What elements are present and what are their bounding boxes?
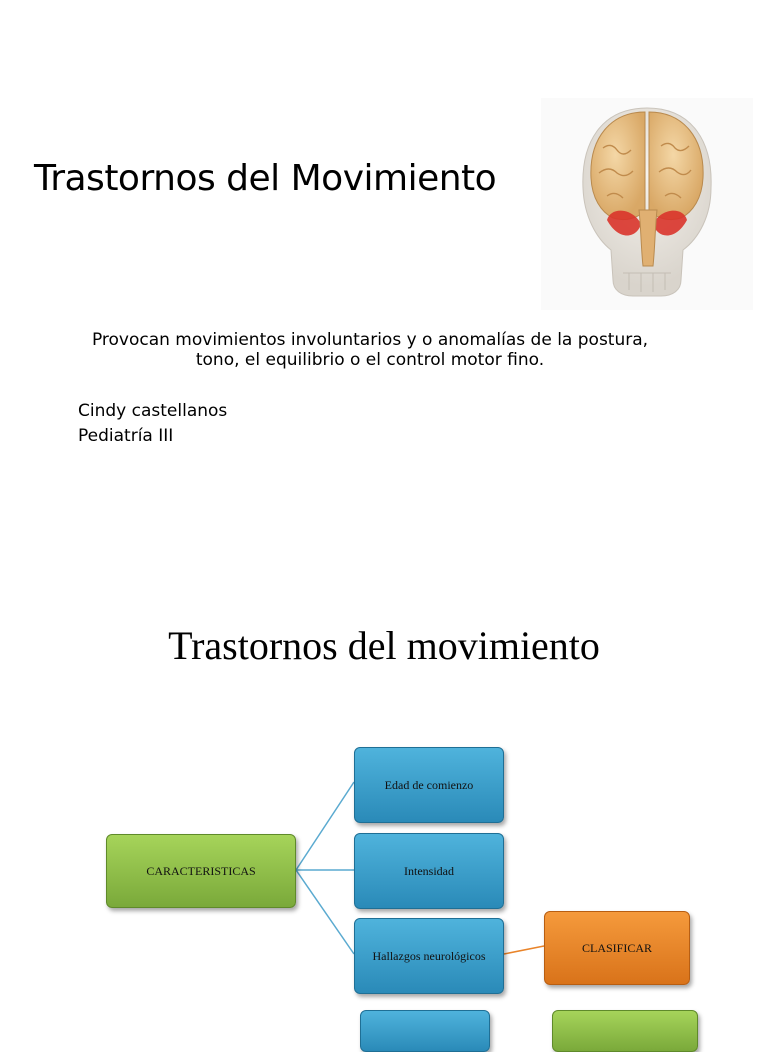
root-node-label: CARACTERISTICAS bbox=[146, 863, 256, 878]
node-partial-green bbox=[552, 1010, 698, 1052]
node-label: Intensidad bbox=[404, 863, 454, 878]
slide-title: Trastornos del Movimiento bbox=[34, 158, 497, 199]
slide-subtitle bbox=[60, 330, 680, 370]
node-label: Hallazgos neurológicos bbox=[372, 948, 486, 963]
node-edad-de-comienzo bbox=[354, 747, 504, 823]
subtitle-line-2: tono, el equilibrio o el control motor fino. bbox=[195, 350, 545, 370]
author-name: Cindy castellanos bbox=[78, 401, 228, 421]
slide-title: Trastornos del movimiento bbox=[168, 623, 600, 668]
node-label: CLASIFICAR bbox=[581, 940, 652, 955]
course-name: Pediatría III bbox=[78, 426, 174, 446]
node-hallazgos-neurologicos bbox=[354, 918, 504, 994]
node-intensidad bbox=[354, 833, 504, 909]
brain-skull-icon bbox=[541, 98, 753, 310]
root-node-caracteristicas bbox=[106, 834, 296, 908]
subtitle-line-1: Provocan movimientos involuntarios y o anomalías de la postura, bbox=[91, 330, 649, 350]
diagram-slide bbox=[0, 576, 768, 1024]
node-label: Edad de comienzo bbox=[384, 777, 474, 792]
node-partial-blue bbox=[360, 1010, 490, 1052]
node-clasificar bbox=[544, 911, 690, 985]
